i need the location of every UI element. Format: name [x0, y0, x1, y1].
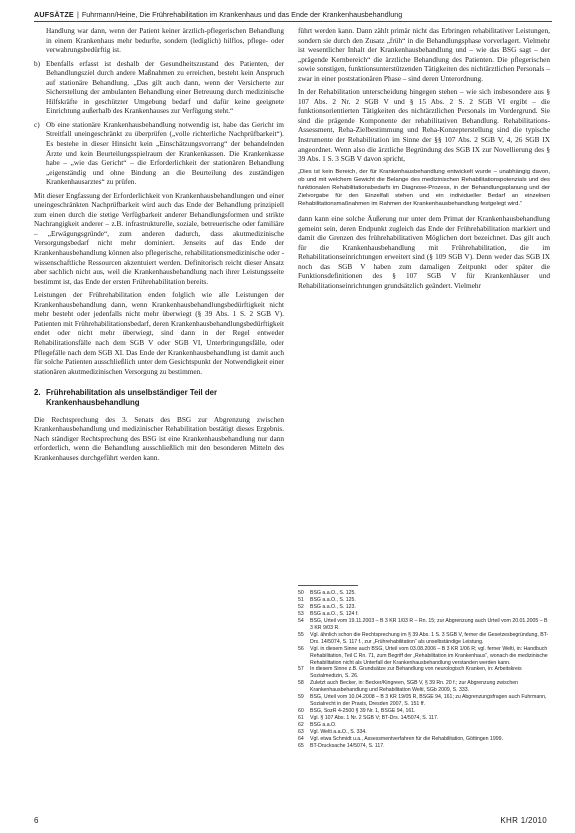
footnote — [298, 729, 550, 736]
footnote-number: 54 — [298, 617, 304, 624]
footnote — [298, 597, 550, 604]
body-paragraph: Leistungen der Frührehabilitation enden folglich wie alle Leistungen der Krankenhausbehandlung dann, wenn Krankenhausbehandlungsbedürftigkeit nicht mehr besteht oder jedenfalls nicht mehr überwiegt (§ 39 Abs. 1 S. 2 SGB V). Patienten mit Frührehabilitationsbedarf, deren Krankenhausbehandlungsbedürftigkeit endet oder nicht mehr überwiegt, sind dann in der Regel entweder Rehabilitationsfälle nach dem SGB V oder SGB VI, Unterbringungsfälle, oder Pflegefälle nach dem SGB XI. Das Ende der Krankenhausbehandlung ist damit auch für solche Patienten ausschließlich unter dem Gesichtspunkt der Notwendigkeit einer stationären akutmedizinischen Versorgung zu bestimmen. — [34, 290, 284, 376]
footnote-rule — [298, 585, 358, 586]
footnote — [298, 646, 550, 667]
footnote — [298, 632, 550, 646]
footnote — [298, 715, 550, 722]
footnote-text: BSG a.a.O. — [310, 722, 337, 729]
footnote-number: 52 — [298, 603, 304, 610]
footnote-text: Vgl. § 107 Abs. 1 Nr. 2 SGB V; BT-Drs. 14/5074, S. 117. — [310, 715, 439, 722]
footnote — [298, 666, 550, 680]
footnote-number: 58 — [298, 680, 304, 687]
footnote-text: BSG, SozR 4-2500 § 39 Nr. 1, BSGE 94, 161. — [310, 708, 416, 715]
footnote — [298, 708, 550, 715]
footnote-number: 61 — [298, 715, 304, 722]
footnote — [298, 618, 550, 632]
page-number: 6 — [34, 816, 39, 825]
footnote-text: In diesem Sinne z.B. Grundsätze zur Behandlung von neurologisch Kranken, in: Arbeitskreis Sozialmedizin, S. 26. — [310, 666, 522, 680]
body-paragraph: dann kann eine solche Äußerung nur unter dem Primat der Krankenhausbehandlung gemeint sein, deren Endpunkt zugleich das Ende der Frührehabilitation markiert und damit die Grenzen des frührehabilitativen Möglichen dort bezeichnet. Das gilt auch für die Krankenhausbehandlung mit Frührehabilitation, die im Rehabilitationseinrichtungen erweitert sind (§ 109 SGB V). Denn weder das SGB IX noch das SGB V haben zum damaligen Zeitpunkt oder später die Funktionsdefinitionen des § 107 SGB V für Krankenhäuser und Rehabilitationseinrichtungen grundsätzlich geändert. Vielmehr — [298, 214, 550, 290]
footnotes — [298, 590, 550, 750]
footnote-number: 60 — [298, 708, 304, 715]
footnote-text: BSG a.a.O., S. 125. — [310, 596, 356, 603]
footnote-number: 64 — [298, 736, 304, 743]
footnote-number: 57 — [298, 666, 304, 673]
footnote-text: Vgl. ähnlich schon die Rechtsprechung im § 39 Abs. 1 S. 3 SGB V, ferner die Gesetzesbegründung, BT-Drs. 14/5074, S. 117 f., zur „Frührehabilitation“ als unselbständige Leistung. — [310, 631, 549, 645]
footnote-number: 51 — [298, 596, 304, 603]
journal-issue: KHR 1/2010 — [500, 816, 547, 825]
body-paragraph: Die Rechtsprechung des 3. Senats des BSG zur Abgrenzung zwischen Krankenhausbehandlung und medizinischer Rehabilitation bestätigt dieses Ergebnis. Nach ständiger Rechtsprechung des BSG ist eine Krankenhausbehandlung nur dann erforderlich, wenn die Behandlung ausschließlich mit den besonderen Mitteln des Krankenhauses durchgeführt werden kann. — [34, 414, 284, 462]
list-item-text: Ebenfalls erfasst ist deshalb der Gesundheitszustand des Patienten, der Behandlungsziel durch andere Maßnahmen zu erreichen, besteht kein Anspruch auf stationäre Behandlung. „Das gilt auch dann, wenn der Versicherte zur Sicherstellung der ambulanten Behandlung einer Betreuung durch medizinische Hilfskräfte in geschützter Umgebung bedarf und dafür keine geeignete Einrichtung außerhalb des Krankenhauses zur Verfügung steht.“ — [46, 58, 284, 116]
footnote-text: BSG a.a.O., S. 125. — [310, 590, 356, 596]
footnote-number: 53 — [298, 610, 304, 617]
footnote — [298, 694, 550, 708]
footnote-text: Vgl. in diesem Sinne auch BSG, Urteil vom 03.08.2006 – B 3 KR 1/06 R; vgl. ferner Welti, in: Handbuch Rehabilitation, Teil C Rn. 71, zum Begriff der „Rehabilitation im Krankenhaus“, wonach die medizinische Rehabilitation nicht als Unterfall der Krankenhausbehandlung verstanden werden kann. — [310, 645, 548, 666]
footnote-text: BSG, Urteil vom 19.11.2003 – B 3 KR 1/03 R – Rn. 15; zur Abgrenzung auch Urteil vom 20.01.2005 – B 3 KR 9/03 R. — [310, 617, 548, 631]
footnote — [298, 743, 550, 750]
footnote-text: Vgl. Welti a.a.O., S. 334. — [310, 729, 367, 736]
footnote-text: Vgl. etwa Schmidt u.a., Assessmentverfahren für die Rehabilitation, Göttingen 1999. — [310, 736, 503, 743]
heading-number: 2. — [34, 388, 41, 398]
footnote-number: 50 — [298, 590, 304, 596]
list-item-text: Ob eine stationäre Krankenhausbehandlung notwendig ist, habe das Gericht im Streitfall uneingeschränkt zu überprüfen („volle richterliche Nachprüfbarkeit“). Es bestehe in dieser Hinsicht kein „Einschätzungsvorrang“ der behandelnden Ärzte und kein Beurteilungsspielraum der Krankenkassen. Die Krankenkasse habe – „wie das Gericht“ – die Erforderlichkeit der stationären Behandlung „eigenständig und ohne Bindung an die Beurteilung des zuständigen Krankenhausarztes“ zu prüfen. — [46, 119, 284, 187]
footnote — [298, 680, 550, 694]
footnote — [298, 736, 550, 743]
running-header — [34, 10, 554, 19]
running-title: Fuhrmann/Heine, Die Frührehabilitation im Krankenhaus und das Ende der Krankenhausbehandlung — [81, 10, 403, 19]
list-item-continued: Handlung war dann, wenn der Patient keiner ärztlich-pflegerischen Behandlung in einem Krankenhaus mehr bedurfte, sondern (lediglich) hilflos, pflege- oder verwahrungsbedürftig ist. — [46, 26, 284, 55]
footnote-number: 63 — [298, 729, 304, 736]
block-quote: „Dies ist kein Bereich, der für Krankenhausbehandlung entwickelt wurde – unabhängig davon, ob und mit welchem Gewicht die Belange des medizinischen Rehabilitationspotenzials und des funktionalen Rehabilitationsbedarfs im Diagnose-Prozess, in der Behandlungsplanung und der Zielvorgabe für den Einzelfall stehen und ein individueller Bedarf an einzelnen Rehabilitationsmaßnahmen im Rahmen der Krankenhausbehandlung festgelegt wird.“ — [298, 168, 550, 208]
footnote-text: BSG a.a.O., S. 123. — [310, 603, 356, 610]
footnote-text: Zuletzt auch Becker, in: Becker/Kingreen, SGB V, § 39 Rn. 20 f.; zur Abgrenzung zwischen Krankenhausbehandlung und Rehabilitation Welti, SGb 2009, S. 333. — [310, 680, 518, 694]
footnote-number: 65 — [298, 742, 304, 749]
header-rule — [34, 21, 552, 22]
list-marker: b) — [34, 58, 41, 68]
footnote-text: BSG a.a.O., S. 124 f. — [310, 610, 359, 617]
footnote-text: BSG, Urteil vom 10.04.2008 – B 3 KR 19/05 R, BSGE 94, 161; zu Abgrenzungsfragen auch Fuhrmann, Sozialrecht in der Praxis, Dresden 2007, S. 151 ff. — [310, 694, 547, 708]
footnote-number: 56 — [298, 645, 304, 652]
footnote-number: 55 — [298, 631, 304, 638]
heading-text: Frührehabilitation als unselbständiger Teil der Krankenhausbehandlung — [46, 388, 217, 408]
section-heading — [34, 388, 284, 408]
header-separator: | — [76, 10, 79, 19]
body-paragraph: führt werden kann. Dann zählt primär nicht das Erbringen rehabilitativer Leistungen, sondern sie durch den Zusatz „früh“ in die Behandlungsphase vorverlagert. Vielmehr ist wesentlicher Inhalt der Krankenhausbehandlung und – wie das BSG sagt – der „prägende Kernbereich“ die ärztliche Behandlung des Patienten. Die pflegerischen sowie sonstigen, funktionsunterstützenden Tätigkeiten des nichtärztlichen Personals – zwar in einer poststationären Phase – sind deren Unterordnung. — [298, 26, 550, 83]
left-column — [34, 26, 284, 466]
footnote — [298, 722, 550, 729]
footnote — [298, 604, 550, 611]
body-paragraph: Mit dieser Engfassung der Erforderlichkeit von Krankenhausbehandlungen und einer uneingeschränkten Nachprüfbarkeit wird auch das Ende der Behandlung prinzipiell zum einen durch die stetige Verfügbarkeit anderer Behandlungsformen und strikte Nachrangigkeit anderer – z.B. infrastrukturelle, soziale, betreuerische oder familiäre – „Erwägungsgründe“, zum anderen dadurch, dass akutmedizinische Versorgungsbedarf nicht mehr dominiert. Jenseits auf das Ende der Krankenhausbehandlung können also pflegerische, rehabilitationsmedizinische oder -wissenschaftliche Ressourcen akzentuiert werden. Definitorisch reicht dieser Ansatz aber sachlich nicht aus, weil die Krankenhausbehandlung nach ihrer Leistungsseite bestimmt ist, das Ende der ersten Frührehabilitation bereits. — [34, 190, 284, 286]
footnote-number: 59 — [298, 694, 304, 701]
right-column — [298, 26, 550, 295]
list-item-b — [34, 59, 284, 116]
footnote — [298, 590, 550, 597]
body-paragraph: In der Rehabilitation unterscheidung hingegen stehen – wie sich insbesondere aus § 107 Abs. 2 Nr. 2 SGB V und § 15 Abs. 2 S. 2 SGB VI ergibt – die funktionsorientierten Tätigkeiten des nichtärztlichen Personals im Vordergrund. Sie sind die prägende Komponente der rehabilitativen Behandlung. Rehabilitations-Assessment, Reha-Zielbestimmung und Reha-Konzepterstellung sind die typische Instrumente der Rehabilitation im Sinne der §§ 107 Abs. 2 SGB V, 4, 26 SGB IX angeordnet. Wenn also die ärztliche Begründung des SGB IX zur Novellierung des § 39 Abs. 1 S. 3 SGB V davon spricht, — [298, 87, 550, 164]
footnote — [298, 611, 550, 618]
section-label: AUFSÄTZE — [34, 10, 74, 19]
list-item-c — [34, 120, 284, 187]
footnote-number: 62 — [298, 722, 304, 729]
footnote-text: BT-Drucksache 14/5074, S. 117. — [310, 742, 385, 749]
list-marker: c) — [34, 119, 40, 129]
